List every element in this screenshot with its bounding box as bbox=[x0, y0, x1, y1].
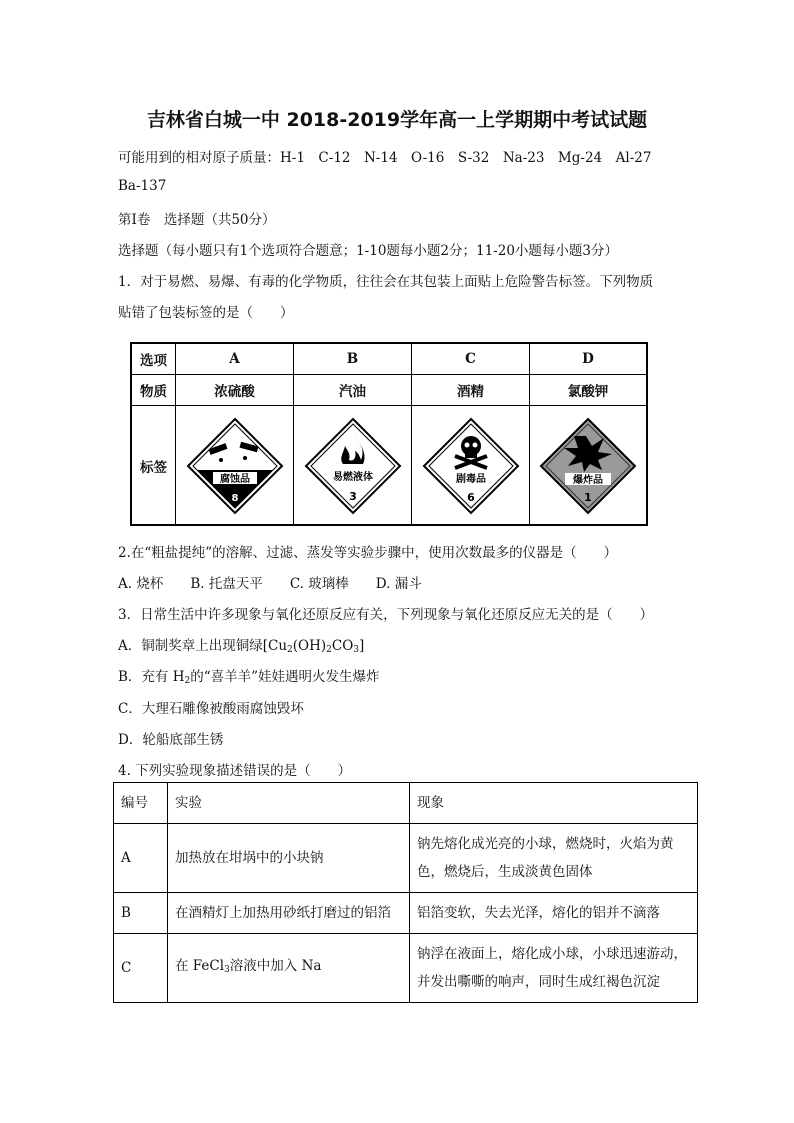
section-title: 第Ⅰ卷 选择题（共50分） bbox=[118, 212, 276, 228]
header-substance: 物质 bbox=[132, 375, 176, 405]
q3-option-a: A．铜制奖章上出现铜绿$[Cu_2(OH)_2CO_3]$ bbox=[118, 638, 365, 655]
header-label: 标签 bbox=[132, 406, 176, 526]
substance-a: 浓硫酸 bbox=[176, 375, 294, 405]
corrosive-icon bbox=[185, 416, 285, 516]
substance-d: 氯酸钾 bbox=[567, 384, 609, 400]
hazard-label-table bbox=[130, 342, 648, 526]
table-row bbox=[114, 934, 698, 1003]
label-num-b: 3 bbox=[348, 490, 357, 503]
explosion-icon bbox=[538, 416, 638, 516]
atomic-mass-line1: 可能用到的相对原子质量：H-1 C-12 N-14 O-16 S-32 Na-23 Mg-24 Al-27 bbox=[118, 150, 652, 166]
q2-stem: 2.在“粗盐提纯”的溶解、过滤、蒸发等实验步骤中，使用次数最多的仪器是（ ） bbox=[118, 545, 618, 561]
q1-stem-line1: 1．对于易燃、易爆、有毒的化学物质，往往会在其包装上面贴上危险警告标签。下列物质 bbox=[118, 274, 654, 290]
table-row bbox=[132, 344, 646, 375]
option-a: A bbox=[176, 344, 294, 374]
option-d: D bbox=[582, 351, 594, 367]
option-c: C bbox=[412, 344, 530, 374]
q3-option-b: B．充有 $H_2$的“喜羊羊”娃娃遇明火发生爆炸 bbox=[118, 669, 380, 686]
label-text-a: 腐蚀品 bbox=[219, 474, 250, 485]
row-experiment: 在酒精灯上加热用砂纸打磨过的铝箔 bbox=[168, 893, 410, 934]
row-phenomenon: 钠先熔化成光亮的小球，燃烧时，火焰为黄色，燃烧后，生成淡黄色固体 bbox=[410, 824, 698, 893]
label-text-c: 剧毒品 bbox=[455, 474, 486, 485]
page-title: 吉林省白城一中 2018-2019学年高一上学期期中考试试题 bbox=[146, 109, 648, 131]
row-experiment: 在 FeCl$_3$溶液中加入 Na bbox=[168, 934, 410, 1003]
atomic-mass-line2: Ba-137 bbox=[118, 178, 167, 194]
q4-stem: 4. 下列实验现象描述错误的是（ ） bbox=[118, 763, 352, 779]
label-num-c: 6 bbox=[466, 491, 475, 504]
instructions: 选择题（每小题只有1个选项符合题意；1-10题每小题2分；11-20小题每小题3分） bbox=[118, 243, 619, 259]
label-num-d: 1 bbox=[584, 491, 592, 504]
row-experiment: 加热放在坩埚中的小块钠 bbox=[168, 824, 410, 893]
substance-b: 汽油 bbox=[294, 375, 412, 405]
label-text-d: 爆炸品 bbox=[573, 475, 603, 486]
q2-options: A. 烧杯 B. 托盘天平 C. 玻璃棒 D. 漏斗 bbox=[118, 576, 422, 592]
skull-icon bbox=[421, 416, 521, 516]
q3-option-c: C．大理石雕像被酸雨腐蚀毁坏 bbox=[118, 701, 304, 717]
experiment-table bbox=[113, 782, 698, 1003]
label-num-a: 8 bbox=[231, 493, 238, 504]
row-phenomenon: 铝箔变软，失去光泽，熔化的铝并不滴落 bbox=[410, 893, 698, 934]
label-text-b: 易燃液体 bbox=[332, 472, 373, 483]
header-phenomenon: 现象 bbox=[410, 783, 698, 824]
q1-stem-line2: 贴错了包装标签的是（ ） bbox=[118, 305, 294, 321]
header-option: 选项 bbox=[132, 344, 176, 374]
row-id: C bbox=[114, 934, 168, 1003]
row-id: A bbox=[114, 824, 168, 893]
substance-c: 酒精 bbox=[412, 375, 530, 405]
header-experiment: 实验 bbox=[168, 783, 410, 824]
table-row bbox=[132, 406, 646, 526]
row-phenomenon: 钠浮在液面上，熔化成小球，小球迅速游动，并发出嘶嘶的响声，同时生成红褐色沉淀 bbox=[410, 934, 698, 1003]
table-row bbox=[132, 375, 646, 406]
flame-icon bbox=[303, 416, 403, 516]
q3-option-d: D．轮船底部生锈 bbox=[118, 732, 224, 748]
table-header-row bbox=[114, 783, 698, 824]
header-id: 编号 bbox=[114, 783, 168, 824]
q3-stem: 3．日常生活中许多现象与氧化还原反应有关，下列现象与氧化还原反应无关的是（ ） bbox=[118, 607, 654, 623]
option-b: B bbox=[294, 344, 412, 374]
table-row bbox=[114, 893, 698, 934]
row-id: B bbox=[114, 893, 168, 934]
table-row bbox=[114, 824, 698, 893]
